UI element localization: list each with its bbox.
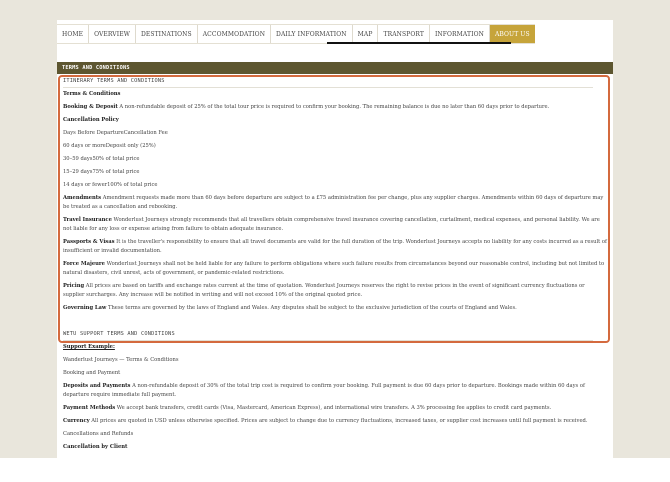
pricing-label: Pricing <box>63 283 85 289</box>
currency-label: Currency <box>63 418 90 424</box>
nav-item-destinations[interactable]: DESTINATIONS <box>136 25 198 43</box>
itinerary-terms <box>63 77 607 317</box>
wetu-heading: WETU SUPPORT TERMS AND CONDITIONS <box>63 330 593 341</box>
deposits-label: Deposits and Payments <box>63 383 131 389</box>
methods-paragraph <box>63 404 607 413</box>
wetu-terms <box>63 330 607 456</box>
nav-item-accommodation[interactable]: ACCOMMODATION <box>198 25 271 43</box>
insurance-paragraph <box>63 216 607 234</box>
governing-law-paragraph <box>63 304 607 313</box>
pricing-text: All prices are based on tariffs and exchange rates current at the time of quotation. Wonderlust Journeys reserves the right to revise prices in the event of significant currency fluctuations or supplier surcharges. Any increase will be notified in writing and will not exceed 10% of the original quoted price. <box>63 283 585 298</box>
force-text: Wonderlust Journeys shall not be held liable for any failure to perform obligations where such failure results from circumstances beyond our reasonable control, including but not limited to natural disasters, civil unrest, acts of government, or pandemic-related restrictions. <box>63 261 605 276</box>
bottom-margin <box>0 458 670 482</box>
nav-item-about-us[interactable]: ABOUT US <box>490 25 535 43</box>
amendments-label: Amendments <box>63 195 102 201</box>
nav-item-home[interactable]: HOME <box>57 25 89 43</box>
section-title: TERMS AND CONDITIONS <box>57 62 613 74</box>
currency-paragraph <box>63 417 607 426</box>
cancel-lines <box>63 129 607 190</box>
booking-text: A non-refundable deposit of 25% of the total tour price is required to confirm your booking. The remaining balance is due no later than 60 days prior to departure. <box>117 104 550 110</box>
booking-label: Booking & Deposit <box>63 104 118 110</box>
passports-paragraph <box>63 238 607 256</box>
booking-payment-title: Booking and Payment <box>63 370 121 376</box>
nav-item-transport[interactable]: TRANSPORT <box>378 25 429 43</box>
cancel-line: 60 days or moreDeposit only (25%) <box>63 143 156 149</box>
cancellation-title: Cancellation Policy <box>63 117 119 123</box>
support-example-label: Support Example: <box>63 344 115 350</box>
methods-text: We accept bank transfers, credit cards (Visa, Mastercard, American Express), and international wire transfers. A 3% processing fee applies to credit card payments. <box>115 405 552 411</box>
cancellations-refunds-title: Cancellations and Refunds <box>63 431 134 437</box>
passports-label: Passports & Visas <box>63 239 115 245</box>
nav-item-information[interactable]: INFORMATION <box>430 25 490 43</box>
currency-text: All prices are quoted in USD unless otherwise specified. Prices are subject to change due to currency fluctuations, increased taxes, or supplier cost increases until full payment is received. <box>89 418 588 424</box>
booking-paragraph <box>63 103 607 112</box>
deposits-paragraph <box>63 382 607 400</box>
cancel-line: Days Before DepartureCancellation Fee <box>63 130 168 136</box>
nav-item-daily-information[interactable]: DAILY INFORMATION <box>271 25 353 43</box>
company-line: Wanderlust Journeys — Terms & Conditions <box>63 357 179 363</box>
methods-label: Payment Methods <box>63 405 116 411</box>
amendments-paragraph <box>63 194 607 212</box>
cancel-client-title: Cancellation by Client <box>63 444 128 450</box>
nav-item-overview[interactable]: OVERVIEW <box>89 25 136 43</box>
nav-item-map[interactable]: MAP <box>353 25 379 43</box>
passports-text: It is the traveller's responsibility to ensure that all travel documents are valid for the full duration of the trip. Wonderlust Journeys accepts no liability for any costs incurred as a result of insufficient or invalid documentation. <box>63 239 607 254</box>
law-label: Governing Law <box>63 305 107 311</box>
force-majeure-paragraph <box>63 260 607 278</box>
cancel-line: 15–29 days75% of total price <box>63 169 140 175</box>
terms-title: Terms & Conditions <box>63 91 121 97</box>
law-text: These terms are governed by the laws of England and Wales. Any disputes shall be subject to the exclusive jurisdiction of the courts of England and Wales. <box>106 305 517 311</box>
nav-underline <box>327 42 511 44</box>
force-label: Force Majeure <box>63 261 105 267</box>
page-container <box>57 20 613 458</box>
insurance-text: Wonderlust Journeys strongly recommends that all travellers obtain comprehensive travel insurance covering cancellation, curtailment, medical expenses, and personal liability. We are not liable for any loss or expense arising from failure to obtain adequate insurance. <box>63 217 600 232</box>
cancel-line: 14 days or fewer100% of total price <box>63 182 158 188</box>
itinerary-heading: ITINERARY TERMS AND CONDITIONS <box>63 77 593 88</box>
amendments-text: Amendment requests made more than 60 days before departure are subject to a £75 administration fee per change, plus any supplier charges. Amendments within 60 days of departure may be treated as a cancellation and rebooking. <box>63 195 604 210</box>
pricing-paragraph <box>63 282 607 300</box>
cancel-line: 30–59 days50% of total price <box>63 156 140 162</box>
main-nav <box>57 24 535 44</box>
insurance-label: Travel Insurance <box>63 217 112 223</box>
deposits-text: A non-refundable deposit of 30% of the total trip cost is required to confirm your booking. Full payment is due 60 days prior to departure. Bookings made within 60 days of departure require immediate full payment. <box>63 383 585 398</box>
